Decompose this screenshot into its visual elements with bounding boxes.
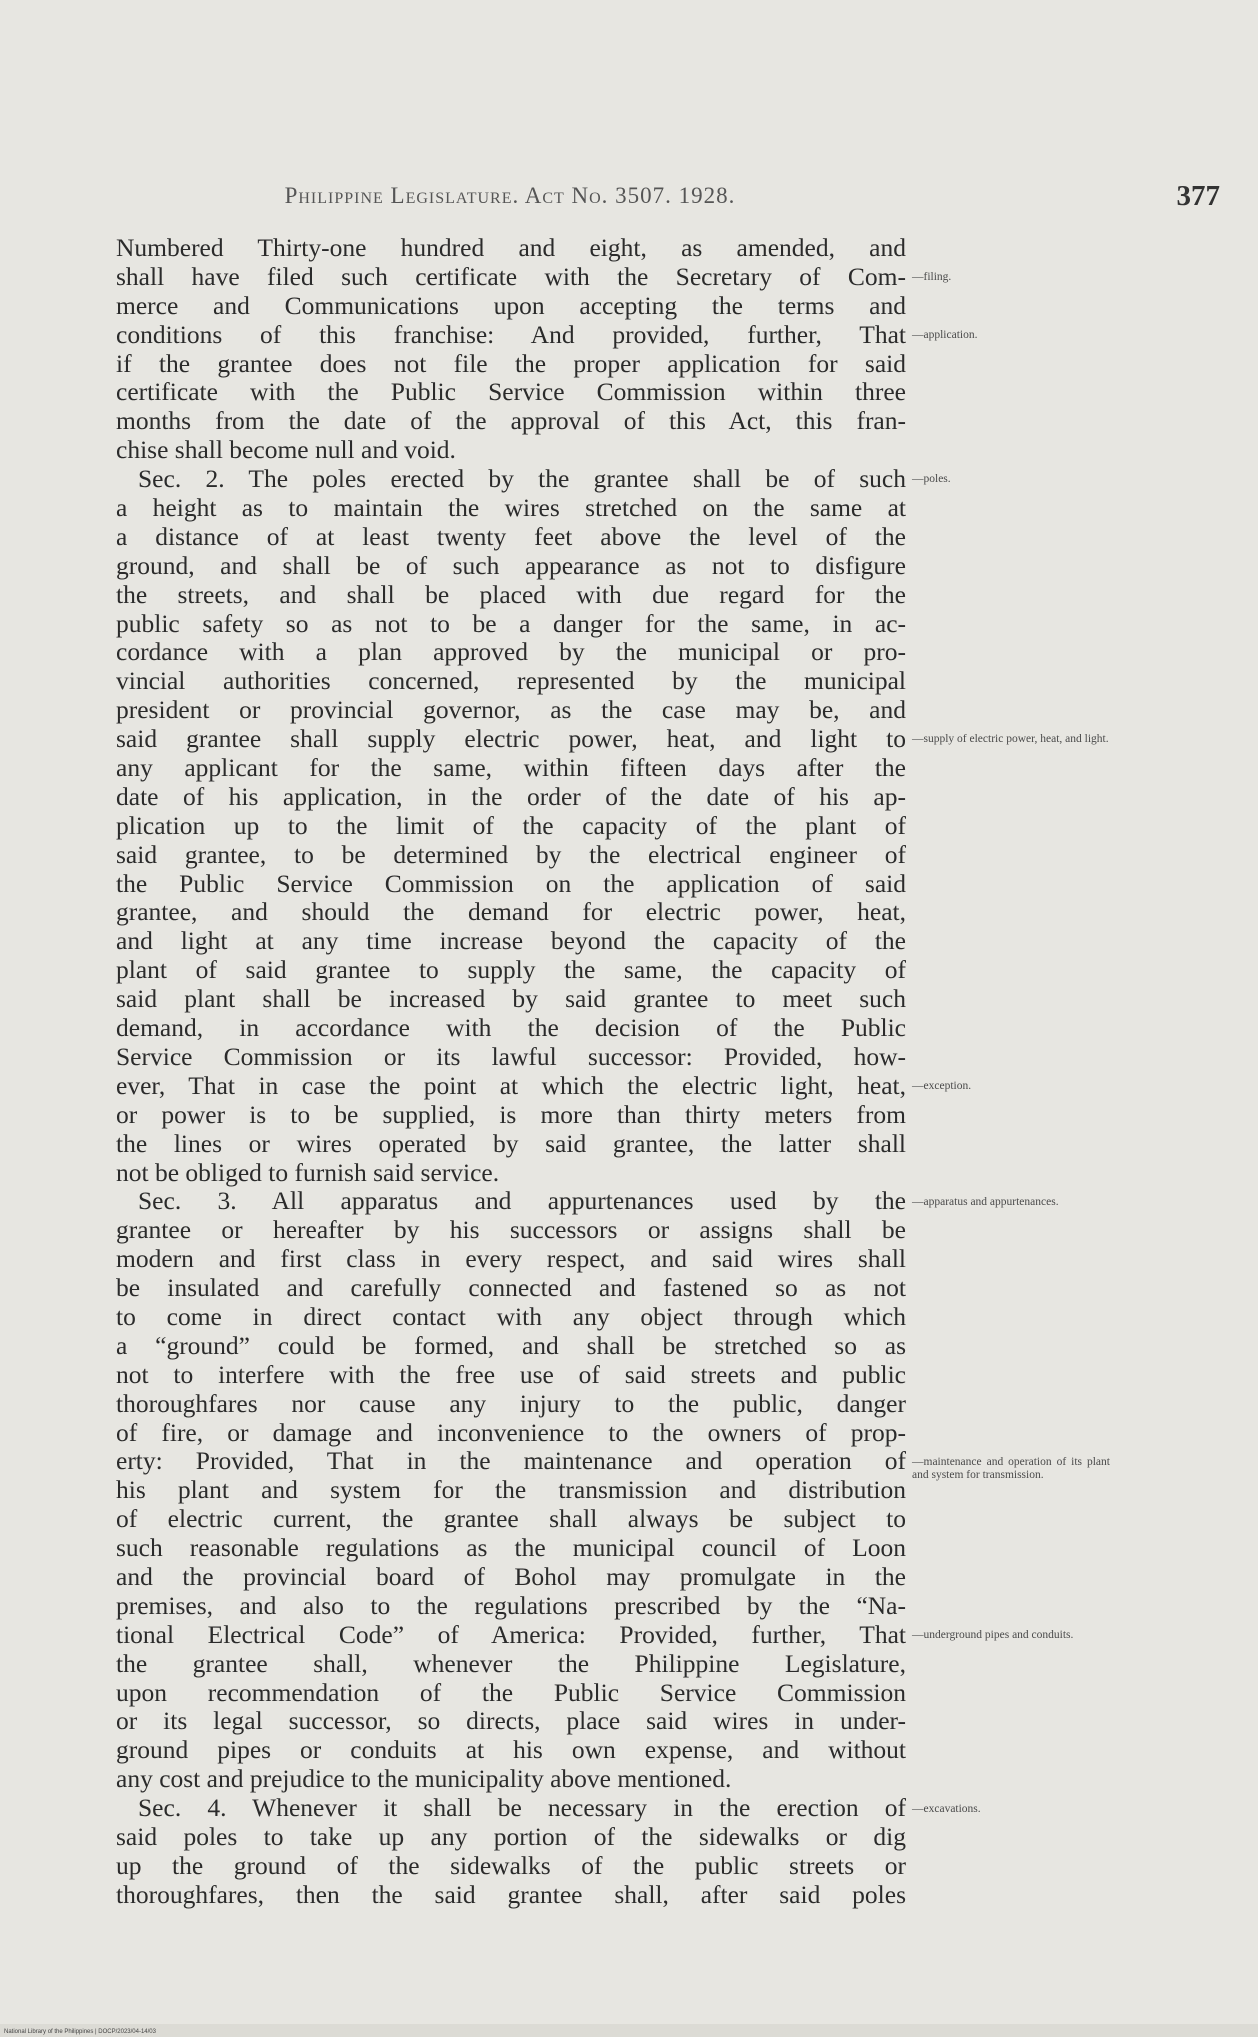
text-line: modern and first class in every respect, and said wires shall (116, 1244, 906, 1274)
margin-note: —filing. (912, 270, 952, 283)
text-line: a “ground” could be formed, and shall be stretched so as (116, 1330, 906, 1360)
body-text (116, 234, 906, 1910)
page-number: 377 (1176, 179, 1220, 212)
text-line: president or provincial governor, as the case may be, and (116, 695, 906, 725)
text-line: such reasonable regulations as the municipal council of Loon (116, 1533, 906, 1563)
text-line: Sec. 3. All apparatus and appurtenances used by the (138, 1186, 906, 1216)
margin-note: —supply of electric power, heat, and light. (912, 733, 1109, 746)
text-line: ever, That in case the point at which the electric light, heat, (116, 1070, 906, 1100)
text-line: merce and Communications upon accepting the terms and (116, 290, 906, 320)
text-line: vincial authorities concerned, represented by the municipal (116, 666, 906, 696)
text-line: upon recommendation of the Public Service Commission (116, 1677, 906, 1707)
text-line: said poles to take up any portion of the sidewalks or dig (116, 1821, 906, 1851)
margin-note: —maintenance and operation of its plant and system for transmission. (912, 1455, 1110, 1481)
text-line: date of his application, in the order of the date of his ap- (116, 781, 906, 811)
scan-footer: National Library of the Philippines | DOCP/2023/04-14/03 (4, 2029, 156, 2035)
margin-note: —apparatus and appurtenances. (912, 1195, 1059, 1208)
text-line: Sec. 4. Whenever it shall be necessary in the erection of (138, 1793, 906, 1823)
text-line: said plant shall be increased by said grantee to meet such (116, 984, 906, 1014)
text-line: the lines or wires operated by said grantee, the latter shall (116, 1128, 906, 1158)
text-line: thoroughfares, then the said grantee shall, after said poles (116, 1879, 906, 1909)
text-line: up the ground of the sidewalks of the public streets or (116, 1850, 906, 1880)
text-line: of electric current, the grantee shall always be subject to (116, 1504, 906, 1534)
text-line: Service Commission or its lawful successor: Provided, how- (116, 1041, 906, 1071)
text-line: said grantee, to be determined by the electrical engineer of (116, 839, 906, 869)
text-line: chise shall become null and void. (116, 435, 456, 465)
text-line: conditions of this franchise: And provided, further, That (116, 319, 906, 349)
text-line: of fire, or damage and inconvenience to the owners of prop- (116, 1417, 906, 1447)
text-line: grantee or hereafter by his successors or assigns shall be (116, 1215, 906, 1245)
text-line: the grantee shall, whenever the Philippine Legislature, (116, 1648, 906, 1678)
text-line: or its legal successor, so directs, place said wires in under- (116, 1706, 906, 1736)
text-line: not to interfere with the free use of said streets and public (116, 1359, 906, 1389)
text-line: plant of said grantee to supply the same, the capacity of (116, 955, 906, 985)
text-line: ground, and shall be of such appearance as not to disfigure (116, 550, 906, 580)
text-line: erty: Provided, That in the maintenance and operation of (116, 1446, 906, 1476)
text-line: certificate with the Public Service Commission within three (116, 377, 906, 407)
text-line: be insulated and carefully connected and fastened so as not (116, 1273, 906, 1303)
margin-note: —underground pipes and conduits. (912, 1629, 1074, 1642)
text-line: premises, and also to the regulations prescribed by the “Na- (116, 1590, 906, 1620)
text-line: the streets, and shall be placed with due regard for the (116, 579, 906, 609)
text-line: tional Electrical Code” of America: Provided, further, That (116, 1619, 906, 1649)
text-line: any cost and prejudice to the municipality above mentioned. (116, 1764, 732, 1794)
text-line: demand, in accordance with the decision of the Public (116, 1013, 906, 1043)
text-line: plication up to the limit of the capacity of the plant of (116, 810, 906, 840)
text-line: and the provincial board of Bohol may promulgate in the (116, 1561, 906, 1591)
text-line: months from the date of the approval of this Act, this fran- (116, 406, 906, 436)
text-line: and light at any time increase beyond the capacity of the (116, 926, 906, 956)
running-header: Philippine Legislature. Act No. 3507. 1928. (284, 183, 736, 208)
text-line: the Public Service Commission on the application of said (116, 868, 906, 898)
text-line: shall have filed such certificate with the Secretary of Com- (116, 261, 906, 291)
text-line: a distance of at least twenty feet above the level of the (116, 521, 906, 551)
text-line: or power is to be supplied, is more than thirty meters from (116, 1099, 906, 1129)
text-line: ground pipes or conduits at his own expense, and without (116, 1735, 906, 1765)
text-line: public safety so as not to be a danger for the same, in ac- (116, 608, 906, 638)
margin-note: —excavations. (912, 1802, 981, 1815)
text-line: if the grantee does not file the proper application for said (116, 348, 906, 378)
text-line: not be obliged to furnish said service. (116, 1157, 500, 1187)
text-line: grantee, and should the demand for electric power, heat, (116, 897, 906, 927)
text-line: Numbered Thirty-one hundred and eight, as amended, and (116, 233, 906, 262)
text-line: his plant and system for the transmission and distribution (116, 1475, 906, 1505)
text-line: a height as to maintain the wires stretched on the same at (116, 493, 906, 523)
margin-note: —application. (912, 328, 978, 341)
margin-note: —poles. (912, 473, 951, 486)
text-line: thoroughfares nor cause any injury to the public, danger (116, 1388, 906, 1418)
text-line: any applicant for the same, within fifteen days after the (116, 753, 906, 783)
text-line: cordance with a plan approved by the municipal or pro- (116, 637, 906, 667)
text-line: said grantee shall supply electric power, heat, and light to (116, 724, 906, 754)
text-line: to come in direct contact with any object through which (116, 1301, 906, 1331)
margin-note: —exception. (912, 1080, 972, 1093)
text-line: Sec. 2. The poles erected by the grantee shall be of such (138, 464, 906, 494)
